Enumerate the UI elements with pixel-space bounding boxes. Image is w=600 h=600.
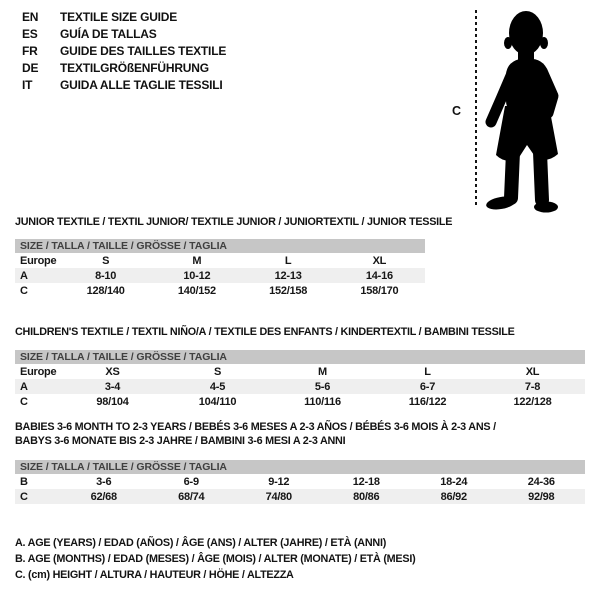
language-label: GUÍA DE TALLAS [60, 26, 157, 41]
language-label: TEXTILE SIZE GUIDE [60, 9, 178, 24]
section-title-line: BABYS 3-6 MONATE BIS 2-3 JAHRE / BAMBINI 3-6 MESI A 2-3 ANNI [15, 435, 346, 447]
size-value-cell: 68/74 [178, 490, 205, 503]
size-value-cell: 8-10 [95, 269, 117, 282]
size-value-cell: 4-5 [209, 380, 226, 393]
section-title-babies [15, 420, 590, 448]
height-dimension-label: C [452, 104, 462, 118]
size-value-cell: 9-12 [268, 475, 290, 488]
size-value-cell: 80/86 [353, 490, 380, 503]
size-column-header: S [213, 365, 222, 378]
size-value-cell: 12-13 [274, 269, 302, 282]
table-row [15, 379, 585, 394]
baby-silhouette-icon [479, 4, 595, 213]
row-label: A [20, 380, 28, 393]
size-value-cell: 110/116 [304, 395, 341, 408]
size-value-cell: 92/98 [528, 490, 555, 503]
size-value-cell: 6-7 [419, 380, 436, 393]
language-code: ES [22, 26, 38, 41]
size-value-cell: 122/128 [513, 395, 552, 408]
size-column-header: S [102, 254, 110, 267]
language-row [22, 8, 226, 25]
legend-notes [15, 535, 415, 583]
section-title-junior [15, 215, 590, 229]
language-row [22, 59, 226, 76]
size-column-header: XL [525, 365, 540, 378]
size-value-cell: 98/104 [96, 395, 129, 408]
legend-note-line: C. (cm) HEIGHT / ALTURA / HAUTEUR / HÖHE / ALTEZZA [15, 569, 294, 581]
language-label: GUIDA ALLE TAGLIE TESSILI [60, 77, 223, 92]
size-header-bar: SIZE / TALLA / TAILLE / GRÖSSE / TAGLIA [15, 239, 425, 253]
size-value-cell: 5-6 [314, 380, 331, 393]
children-size-table [15, 350, 585, 409]
size-column-header: XL [372, 254, 387, 267]
language-code: IT [22, 77, 33, 92]
size-value-cell: 6-9 [183, 475, 199, 488]
language-label: TEXTILGRÖßENFÜHRUNG [60, 60, 209, 75]
size-value-cell: 128/140 [86, 284, 125, 297]
size-value-cell: 116/122 [408, 395, 447, 408]
size-value-cell: 62/68 [90, 490, 117, 503]
row-label: B [20, 475, 28, 488]
column-header-row [15, 253, 425, 268]
size-value-cell: 14-16 [365, 269, 393, 282]
row-label: C [20, 284, 28, 297]
size-value-cell: 24-36 [527, 475, 555, 488]
size-value-cell: 152/158 [269, 284, 308, 297]
table-row [15, 268, 425, 283]
table-row [15, 283, 425, 298]
size-header-bar: SIZE / TALLA / TAILLE / GRÖSSE / TAGLIA [15, 460, 585, 474]
column-header-row [15, 364, 585, 379]
language-row [22, 42, 226, 59]
language-code: EN [22, 9, 39, 24]
size-value-cell: 3-6 [96, 475, 112, 488]
size-value-cell: 74/80 [265, 490, 292, 503]
size-column-header: M [318, 365, 327, 378]
size-value-cell: 12-18 [352, 475, 380, 488]
section-title-line: CHILDREN'S TEXTILE / TEXTIL NIÑO/A / TEXTILE DES ENFANTS / KINDERTEXTIL / BAMBINI TESSILE [15, 326, 515, 338]
row-label: A [20, 269, 28, 282]
size-value-cell: 7-8 [524, 380, 541, 393]
row-label: C [20, 395, 28, 408]
region-column-header: Europe [20, 365, 57, 378]
section-title-children [15, 325, 590, 339]
section-title-line: JUNIOR TEXTILE / TEXTIL JUNIOR/ TEXTILE JUNIOR / JUNIORTEXTIL / JUNIOR TESSILE [15, 216, 453, 228]
height-measure-dashed-line [475, 10, 477, 206]
row-label: C [20, 490, 28, 503]
size-column-header: L [424, 365, 431, 378]
table-row [15, 474, 585, 489]
table-row [15, 489, 585, 504]
size-value-cell: 140/152 [177, 284, 216, 297]
junior-size-table [15, 239, 425, 298]
language-label: GUIDE DES TAILLES TEXTILE [60, 43, 227, 58]
language-code: FR [22, 43, 38, 58]
size-value-cell: 86/92 [440, 490, 467, 503]
size-value-cell: 158/170 [360, 284, 399, 297]
legend-note-line: B. AGE (MONTHS) / EDAD (MESES) / ÂGE (MOIS) / ALTER (MONATE) / ETÀ (MESI) [15, 553, 416, 565]
language-code: DE [22, 60, 39, 75]
size-header-bar: SIZE / TALLA / TAILLE / GRÖSSE / TAGLIA [15, 350, 585, 364]
language-list [22, 8, 226, 93]
language-row [22, 76, 226, 93]
size-value-cell: 18-24 [440, 475, 468, 488]
size-value-cell: 10-12 [183, 269, 211, 282]
table-row [15, 394, 585, 409]
size-column-header: XS [105, 365, 120, 378]
size-column-header: M [192, 254, 202, 267]
size-value-cell: 3-4 [104, 380, 121, 393]
size-value-cell: 104/110 [198, 395, 237, 408]
babies-size-table [15, 460, 585, 504]
region-column-header: Europe [20, 254, 57, 267]
legend-note-line: A. AGE (YEARS) / EDAD (AÑOS) / ÂGE (ANS) / ALTER (JAHRE) / ETÀ (ANNI) [15, 537, 387, 549]
size-column-header: L [284, 254, 292, 267]
section-title-line: BABIES 3-6 MONTH TO 2-3 YEARS / BEBÉS 3-6 MESES A 2-3 AÑOS / BÉBÉS 3-6 MOIS À 2-3 ANS / [15, 421, 496, 433]
language-row [22, 25, 226, 42]
